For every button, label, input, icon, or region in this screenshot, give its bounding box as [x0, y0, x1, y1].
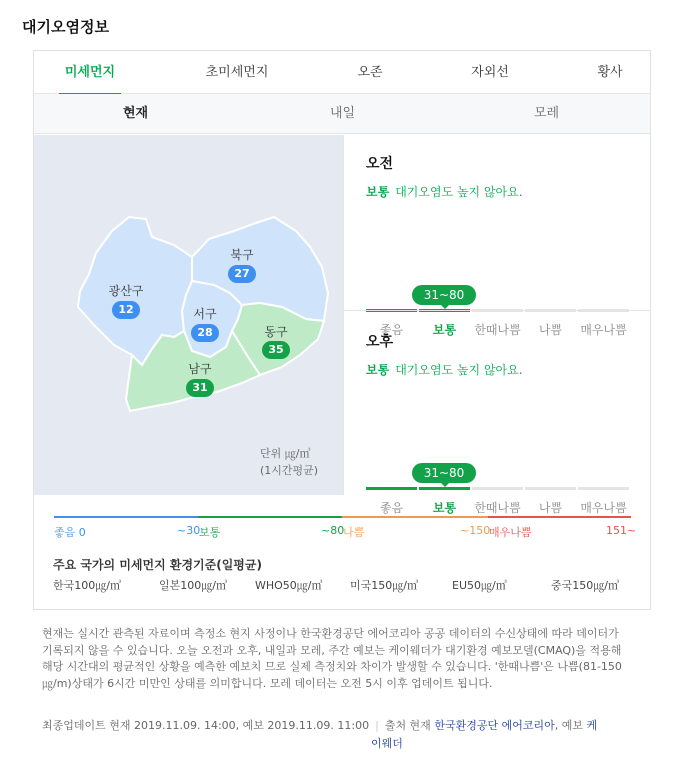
district-value-badge: 35 — [262, 341, 290, 359]
scale-label-active: 보통 — [432, 501, 457, 515]
district-name: 북구 — [230, 248, 254, 262]
legend-bad: 나쁨 — [343, 526, 365, 539]
scale-label: 매우나쁨 — [580, 323, 627, 337]
legend-threshold: ~30 — [177, 524, 201, 537]
forecast-status — [366, 361, 636, 378]
scale-label: 좋음 — [379, 323, 404, 337]
source-link-kweather[interactable]: 케 — [586, 719, 598, 732]
unit-label: 단위 ㎍/㎥ — [260, 447, 311, 460]
separator: | — [375, 719, 379, 732]
tab-fine-dust[interactable]: 미세먼지 — [59, 51, 121, 94]
forecast-title: 오후 — [366, 334, 394, 350]
unit-note — [260, 445, 318, 479]
forecast-am — [366, 153, 636, 200]
standard-item: EU50㎍/㎥ — [452, 579, 507, 592]
legend-bar-good — [54, 516, 198, 518]
unit-period: (1시간평균) — [260, 464, 319, 477]
range-badge: 31~80 — [412, 463, 476, 483]
subtab-day-after[interactable]: 모레 — [534, 106, 560, 121]
scale-segment — [472, 487, 523, 490]
forecast-panel — [343, 135, 650, 515]
data-notice: 현재는 실시간 관측된 자료이며 측정소 현지 사정이나 한국환경공단 에어코리아 공공 데이터의 수신상태에 따라 데이터가 기록되지 않을 수 있습니다. 오늘 오전과 오후, 내일과 모레, 주간 예보는 케이웨더가 대기환경 예보모델(CMAQ)을 적용해 해당 시간대의 평균적인 상황을 예측한 예보치 므로 실제 측정치와 차이가 발생할 수 있습니다. '한때나쁨'은 나쁨(81-150㎍/m)상태가 6시간 미만인 상태를 의미합니다. 모레 데이터는 오전 5시 이후 업데이트 됩니다. — [42, 627, 622, 690]
range-badge: 31~80 — [412, 285, 476, 305]
standard-item: 미국150㎍/㎥ — [350, 579, 418, 592]
standard-item: WHO50㎍/㎥ — [255, 579, 323, 592]
district-name: 광산구 — [108, 284, 144, 298]
district-value-badge: 12 — [112, 301, 140, 319]
update-info — [42, 717, 597, 733]
district-value-badge: 28 — [191, 324, 219, 342]
source-link-kweather-wrap[interactable]: 이웨더 — [371, 737, 403, 750]
tab-ozone[interactable]: 오존 — [357, 65, 383, 80]
forecast-grade: 보통 — [366, 185, 390, 199]
district-map — [34, 135, 343, 495]
district-name: 남구 — [188, 362, 212, 376]
grade-scale — [366, 463, 631, 523]
legend-bar-very-bad — [488, 516, 631, 518]
standards-title: 주요 국가의 미세먼지 환경기준(일평균) — [53, 558, 262, 572]
legend-good: 좋음 0 — [54, 526, 86, 539]
forecast-desc: 대기오염도 높지 않아요. — [395, 363, 523, 377]
tab-yellow-dust[interactable]: 황사 — [597, 65, 623, 80]
legend-normal: 보통 — [199, 526, 221, 539]
district-value-badge: 27 — [228, 265, 256, 283]
tab-ultrafine-dust[interactable]: 초미세먼지 — [205, 65, 269, 80]
scale-segment — [578, 487, 629, 490]
district-name: 서구 — [193, 307, 217, 321]
standard-item: 일본100㎍/㎥ — [159, 579, 227, 592]
scale-segment — [525, 487, 576, 490]
legend-threshold: 151~ — [606, 524, 637, 537]
legend-threshold: ~80 — [321, 524, 345, 537]
scale-label: 매우나쁨 — [580, 501, 627, 515]
scale-label-active: 보통 — [432, 323, 457, 337]
forecast-status — [366, 183, 636, 200]
district-name: 동구 — [264, 325, 288, 339]
subtab-tomorrow[interactable]: 내일 — [330, 106, 356, 121]
standard-item: 한국100㎍/㎥ — [53, 579, 121, 592]
legend-threshold: ~150 — [460, 524, 491, 537]
legend-bar-bad — [342, 516, 488, 518]
standard-item: 중국150㎍/㎥ — [551, 579, 619, 592]
scale-label: 좋음 — [379, 501, 404, 515]
day-subtabs — [34, 94, 650, 134]
forecast-desc: 대기오염도 높지 않아요. — [395, 185, 523, 199]
forecast-divider — [344, 310, 651, 311]
scale-label: 나쁨 — [538, 501, 563, 515]
scale-segment — [366, 487, 417, 490]
subtab-now[interactable]: 현재 — [123, 106, 149, 121]
pollutant-tabs — [34, 51, 650, 94]
legend-very-bad: 매우나쁨 — [489, 526, 532, 539]
forecast-grade: 보통 — [366, 363, 390, 377]
district-value-badge: 31 — [186, 379, 214, 397]
tab-uv[interactable]: 자외선 — [471, 65, 509, 80]
page-title: 대기오염정보 — [22, 18, 109, 36]
source-link-airkorea[interactable]: 한국환경공단 에어코리아 — [434, 719, 555, 732]
scale-label: 한때나쁨 — [474, 501, 521, 515]
source-prefix: 출처 현재 — [384, 719, 431, 732]
scale-label: 나쁨 — [538, 323, 563, 337]
forecast-pm — [366, 331, 636, 378]
legend-bar-normal — [198, 516, 342, 518]
scale-segment — [419, 487, 470, 490]
forecast-title: 오전 — [366, 156, 394, 172]
scale-label: 한때나쁨 — [474, 323, 521, 337]
source-mid: , 예보 — [554, 719, 583, 732]
update-time: 최종업데이트 현재 2019.11.09. 14:00, 예보 2019.11.09. 11:00 — [42, 719, 370, 732]
air-quality-widget — [33, 50, 651, 610]
